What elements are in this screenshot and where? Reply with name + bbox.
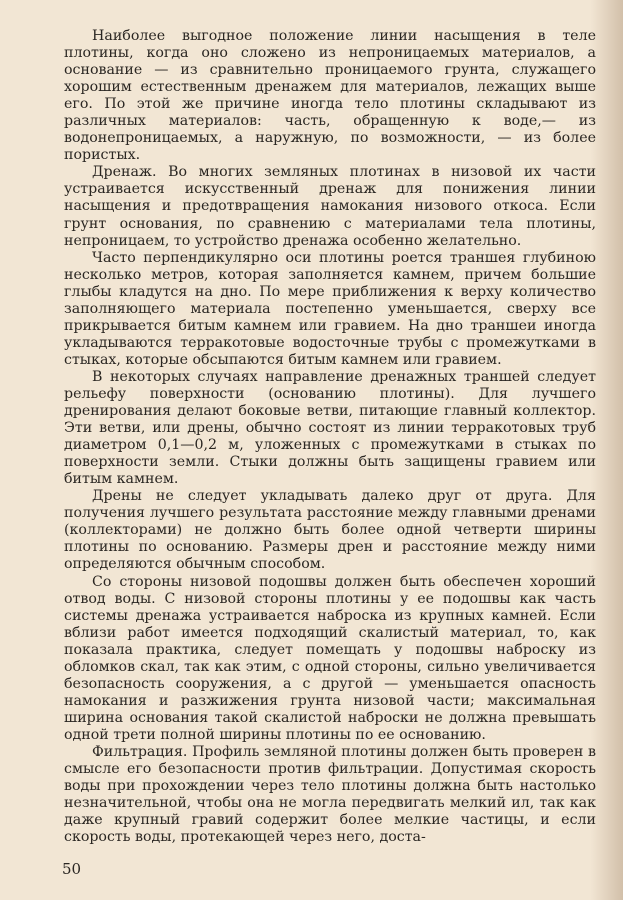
paragraph-drain-spacing: Дрены не следует укладывать далеко друг от друга. Для получения лучшего результата расстояние между главными дренами (коллекторами) не должно быть более одной четверти ширины плотины по основанию. Размеры дрен и расстояние между ними определяются обычным способом.	[64, 488, 596, 573]
paragraph-drainage: Дренаж. Во многих земляных плотинах в низовой их части устраивается искусственный дренаж для понижения линии насыщения и предотвращения намокания низового откоса. Если грунт основания, по сравнению с материалами тела плотины, непроницаем, то устройство дренажа особенно желательно.	[64, 164, 596, 249]
paragraph-filtration: Фильтрация. Профиль земляной плотины должен быть проверен в смысле его безопасности против фильтрации. Допустимая скорость воды при прохождении через тело плотины должна быть настолько незначительной, чтобы она не могла передвигать мелкий ил, так как даже крупный гравий содержит более мелкие частицы, и если скорость воды, протекающей через него, доста-	[64, 743, 596, 846]
body-text	[64, 28, 596, 846]
paragraph-drain-branches: В некоторых случаях направление дренажных траншей следует рельефу поверхности (основанию плотины). Для лучшего дренирования делают боковые ветви, питающие главный коллектор. Эти ветви, или дрены, обычно состоят из линии терракотовых труб диаметром 0,1—0,2 м, уложенных с промежутками в стыках по поверхности земли. Стыки должны быть защищены гравием или битым камнем.	[64, 368, 596, 488]
paragraph-downstream-toe: Со стороны низовой подошвы должен быть обеспечен хороший отвод воды. С низовой стороны плотины у ее подошвы как часть системы дренажа устраивается наброска из крупных камней. Если вблизи работ имеется подходящий скалистый материал, то, как показала практика, следует помещать у подошвы наброску из обломков скал, так как этим, с одной стороны, сильно увеличивается безопасность сооружения, а с другой — уменьшается опасность намокания и разжижения грунта низовой части; максимальная ширина основания такой скалистой наброски не должна превышать одной трети полной ширины плотины по ее основанию.	[64, 573, 596, 743]
paragraph-trench: Часто перпендикулярно оси плотины роется траншея глубиною несколько метров, которая заполняется камнем, причем большие глыбы кладутся на дно. По мере приближения к верху количество заполняющего материала постепенно уменьшается, сверху все прикрывается битым камнем или гравием. На дно траншеи иногда укладываются терракотовые водосточные трубы с промежутками в стыках, которые обсыпаются битым камнем или гравием.	[64, 249, 596, 368]
page-number: 50	[62, 860, 82, 878]
paragraph-saturation-line: Наиболее выгодное положение линии насыщения в теле плотины, когда оно сложено из непроницаемых материалов, а основание — из сравнительно проницаемого грунта, служащего хорошим естественным дренажем для материалов, лежащих выше его. По этой же причине иногда тело плотины складывают из различных материалов: часть, обращенную к воде,— из водонепроницаемых, а наружную, по возможности, — из более пористых.	[64, 28, 596, 164]
